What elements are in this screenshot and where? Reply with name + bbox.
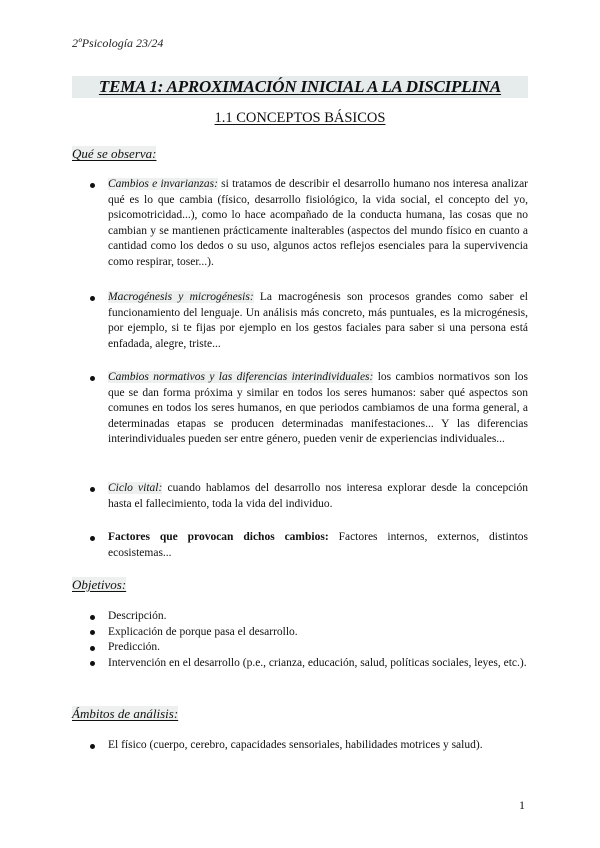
list-item-term: Ciclo vital: bbox=[108, 482, 163, 494]
observe-list-3 bbox=[108, 370, 528, 448]
list-item-text: los cambios normativos son los que se dan forma próxima y similar en todos los seres humanos: saber qué aspectos son comunes en todos los seres humanos, en que periodos cambiamos de una forma general, a determinadas etapas se producen determinadas manifestaciones... Y las diferencias interindividuales pueden ser entre género, pueden venir de experiencias individuales... bbox=[108, 371, 528, 445]
list-item: Explicación de porque pasa el desarrollo. bbox=[108, 625, 528, 641]
areas-heading bbox=[72, 706, 178, 722]
list-item-macrogenesis bbox=[108, 290, 528, 352]
list-item-cambios bbox=[108, 177, 528, 270]
areas-list bbox=[108, 738, 528, 754]
observe-heading bbox=[72, 146, 156, 162]
list-item-term: Cambios normativos y las diferencias interindividuales: bbox=[108, 371, 374, 383]
list-item: Descripción. bbox=[108, 609, 528, 625]
observe-list-5 bbox=[108, 530, 528, 561]
areas-heading-text: Ámbitos de análisis: bbox=[72, 706, 179, 721]
objectives-list bbox=[108, 609, 528, 671]
list-item-term: Cambios e invarianzas: bbox=[108, 178, 218, 190]
chapter-title-band bbox=[72, 76, 528, 98]
list-item-text: si tratamos de describir el desarrollo humano nos interesa analizar qué es lo que cambia (físico, desarrollo fisiológico, la vida social, el concepto del yo, psicomotricidad...), como lo hace acompañado de la conducta humana, las cosas que no cambian y se mantienen prácticamente inalterables (aspectos del mundo físico en cuanto a cantidad como los dedos o su uso, algunos actos reflejos esenciales para la supervivencia como respirar, toser...). bbox=[108, 178, 529, 268]
list-item: Predicción. bbox=[108, 640, 528, 656]
observe-heading-text: Qué se observa: bbox=[72, 146, 157, 161]
observe-list bbox=[108, 177, 528, 270]
list-item: El físico (cuerpo, cerebro, capacidades sensoriales, habilidades motrices y salud). bbox=[108, 738, 528, 754]
list-item-ciclo-vital bbox=[108, 481, 528, 512]
list-item-text: Factores internos, externos, distintos ecosistemas... bbox=[108, 531, 528, 559]
objectives-heading-text: Objetivos: bbox=[72, 577, 127, 592]
objectives-heading bbox=[72, 577, 126, 593]
list-item-factores bbox=[108, 530, 528, 561]
list-item-text: cuando hablamos del desarrollo nos interesa explorar desde la concepción hasta el fallecimiento, toda la vida del individuo. bbox=[108, 482, 528, 510]
document-header: 2ºPsicología 23/24 bbox=[72, 36, 164, 50]
list-item-cambios-normativos bbox=[108, 370, 528, 448]
list-item-term: Macrogénesis y microgénesis: bbox=[108, 291, 254, 303]
chapter-title: TEMA 1: APROXIMACIÓN INICIAL A LA DISCIPLINA bbox=[98, 77, 502, 96]
section-subtitle: 1.1 CONCEPTOS BÁSICOS bbox=[214, 110, 386, 126]
observe-list-4 bbox=[108, 481, 528, 512]
list-item: Intervención en el desarrollo (p.e., crianza, educación, salud, políticas sociales, leyes, etc.). bbox=[108, 656, 528, 672]
observe-list-2 bbox=[108, 290, 528, 352]
page-number: 1 bbox=[519, 798, 525, 812]
list-item-term: Factores que provocan dichos cambios: bbox=[108, 531, 329, 543]
list-item-text: La macrogénesis son procesos grandes como saber el funcionamiento del lenguaje. Un análisis más concreto, más puntuales, es la microgénesis, por ejemplo, si te fijas por ejemplo en los gestos faciales para saber si una persona está enfadada, alegre, triste... bbox=[108, 291, 529, 350]
